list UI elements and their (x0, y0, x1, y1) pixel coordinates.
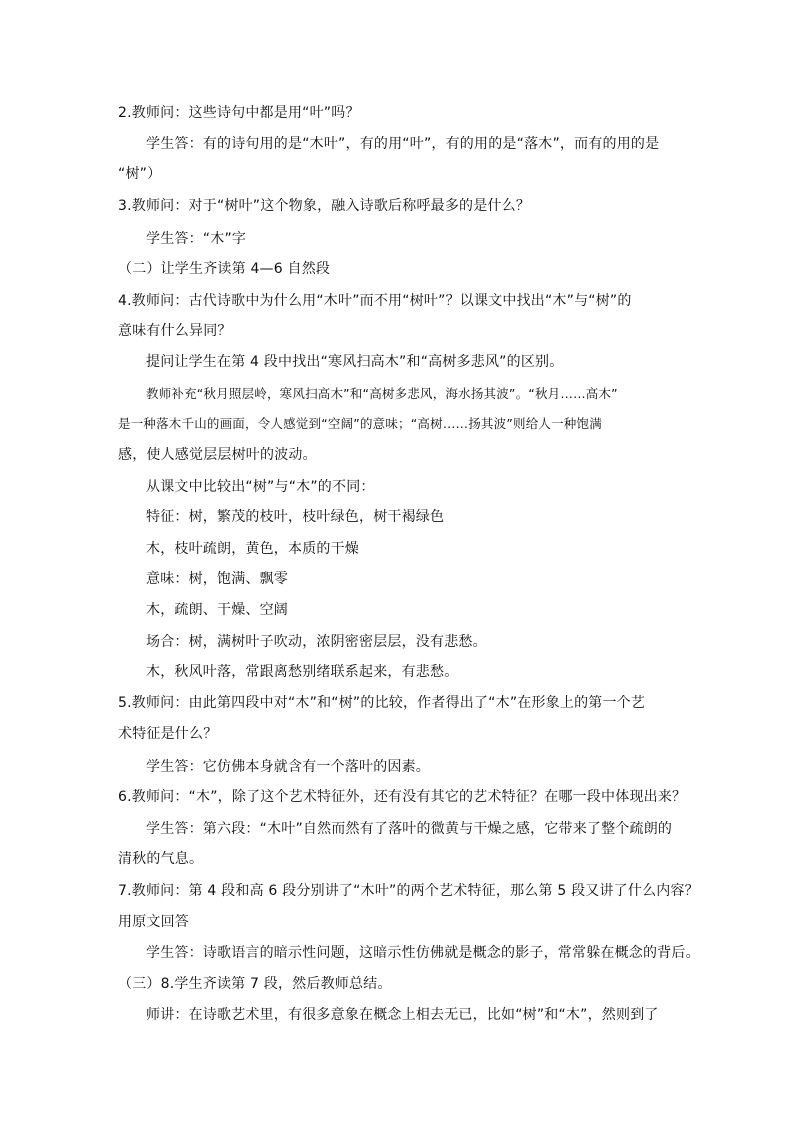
meaning-wood: 木，疏朗、干燥、空阔 (146, 602, 288, 618)
q6-answer-line-1: 学生答：第六段：“木叶”自然而然有了落叶的微黄与干燥之感，它带来了整个疏朗的 (146, 821, 673, 837)
q5-question-line-1: 5.教师问：由此第四段中对“木”和“树”的比较，作者得出了“木”在形象上的第一个艺 (118, 695, 646, 711)
q3-question: 3.教师问：对于“树叶”这个物象，融入诗歌后称呼最多的是什么？ (118, 198, 531, 214)
teacher-supplement-line-1: 教师补充“秋月照层岭，寒风扫高木”和“高树多悲风，海水扬其波”。“秋月……高木” (146, 386, 618, 401)
q2-answer-line-1: 学生答：有的诗句用的是“木叶”，有的用“叶”，有的用的是“落木”，而有的用的是 (146, 136, 660, 152)
teacher-lecture: 师讲：在诗歌艺术里，有很多意象在概念上相去无已，比如“树”和“木”，然则到了 (146, 1007, 659, 1023)
q4-prompt: 提问让学生在第 4 段中找出“寒风扫高木”和“高树多悲风”的区别。 (146, 354, 564, 370)
q6-answer-line-2: 清秋的气息。 (118, 851, 204, 867)
feature-wood: 木，枝叶疏朗，黄色，本质的干燥 (146, 541, 359, 557)
meaning-tree: 意味：树，饱满、飘零 (146, 571, 288, 587)
occasion-wood: 木，秋风叶落，常跟离愁别绪联系起来，有悲愁。 (146, 664, 459, 680)
q2-answer-line-2: “树”） (118, 166, 162, 182)
q4-question-line-2: 意味有什么异同？ (118, 323, 232, 339)
occasion-tree: 场合：树，满树叶子吹动，浓阴密密层层，没有悲愁。 (146, 634, 487, 650)
q5-answer: 学生答：它仿佛本身就含有一个落叶的因素。 (146, 759, 430, 775)
q2-question: 2.教师问：这些诗句中都是用“叶”吗？ (118, 105, 360, 121)
q7-question-line-1: 7.教师问：第 4 段和高 6 段分别讲了“木叶”的两个艺术特征，那么第 5 段又讲了什么内容？ (118, 883, 699, 899)
q3-answer: 学生答：“木”字 (146, 231, 247, 247)
q5-question-line-2: 术特征是什么？ (118, 726, 218, 742)
q7-question-line-2: 用原文回答 (118, 914, 189, 930)
q4-question-line-1: 4.教师问：古代诗歌中为什么用“木叶”而不用“树叶”？以课文中找出“木”与“树”的 (118, 293, 632, 309)
section-3-heading: （三）8.学生齐读第 7 段，然后教师总结。 (118, 976, 392, 992)
teacher-supplement-line-3: 感，使人感觉层层树叶的波动。 (118, 447, 317, 463)
q7-answer: 学生答：诗歌语言的暗示性问题，这暗示性仿佛就是概念的影子，常常躲在概念的背后。 (146, 945, 700, 961)
section-2-heading: （二）让学生齐读第 4—6 自然段 (118, 261, 331, 277)
teacher-supplement-line-2: 是一种落木千山的画面，令人感觉到“空阔”的意味；“高树……扬其波”则给人一种饱满 (118, 416, 602, 431)
comparison-intro: 从课文中比较出“树”与“木”的不同： (146, 479, 375, 495)
feature-tree: 特征：树，繁茂的枝叶，枝叶绿色，树干褐绿色 (146, 509, 445, 525)
q6-question: 6.教师问：“木”，除了这个艺术特征外，还有没有其它的艺术特征？在哪一段中体现出来？ (118, 789, 687, 805)
